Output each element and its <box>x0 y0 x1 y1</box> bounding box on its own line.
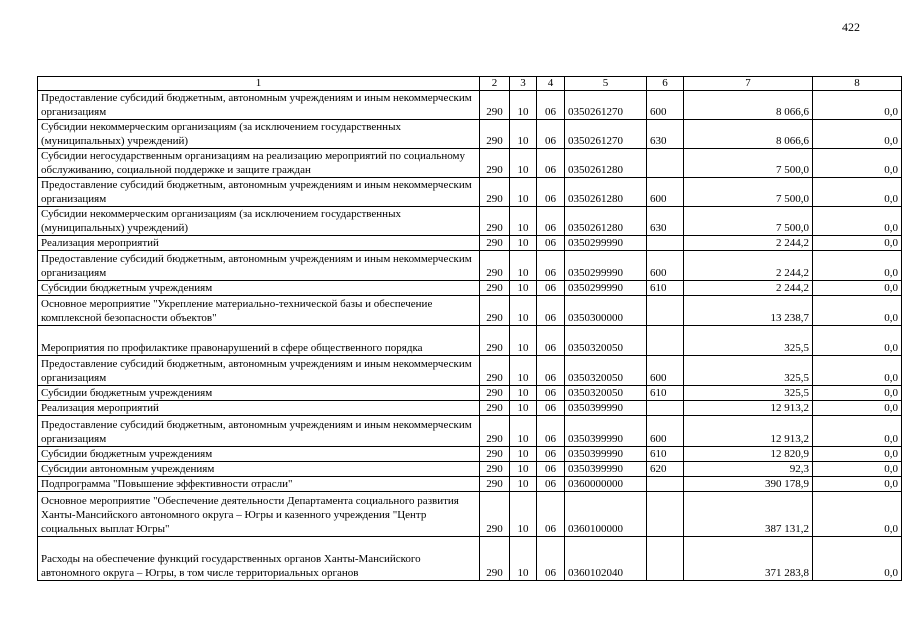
section-code-cell: 10 <box>510 447 537 462</box>
amount-cell: 7 500,0 <box>684 178 813 207</box>
amount-cell: 2 244,2 <box>684 251 813 281</box>
ministry-code-cell: 290 <box>480 251 510 281</box>
section-code-cell: 10 <box>510 149 537 178</box>
amount-2-cell: 0,0 <box>813 401 902 416</box>
amount-cell: 325,5 <box>684 326 813 356</box>
subsection-code-cell: 06 <box>537 120 565 149</box>
amount-2-cell: 0,0 <box>813 492 902 537</box>
table-row <box>38 492 902 537</box>
table-row <box>38 326 902 356</box>
expense-type-cell <box>647 296 684 326</box>
ministry-code-cell: 290 <box>480 386 510 401</box>
amount-cell: 12 913,2 <box>684 401 813 416</box>
subsection-code-cell: 06 <box>537 416 565 447</box>
ministry-code-cell: 290 <box>480 356 510 386</box>
table-row <box>38 149 902 178</box>
table-row <box>38 537 902 581</box>
subsection-code-cell: 06 <box>537 296 565 326</box>
amount-cell: 8 066,6 <box>684 120 813 149</box>
expense-name-cell: Субсидии некоммерческим организациям (за исключением государственных (муниципальных) учреждений) <box>38 207 480 236</box>
expense-name-cell: Субсидии негосударственным организациям на реализацию мероприятий по социальному обслуживанию, социальной поддержке и защите граждан <box>38 149 480 178</box>
expense-name-cell: Реализация мероприятий <box>38 236 480 251</box>
section-code-cell: 10 <box>510 207 537 236</box>
expense-type-cell: 630 <box>647 120 684 149</box>
target-article-cell: 0350300000 <box>565 296 647 326</box>
ministry-code-cell: 290 <box>480 401 510 416</box>
section-code-cell: 10 <box>510 178 537 207</box>
amount-2-cell: 0,0 <box>813 462 902 477</box>
expense-name-cell: Предоставление субсидий бюджетным, автономным учреждениям и иным некоммерческим организациям <box>38 91 480 120</box>
budget-table <box>37 76 902 581</box>
header-cell: 1 <box>38 77 480 91</box>
section-code-cell: 10 <box>510 416 537 447</box>
target-article-cell: 0350261280 <box>565 149 647 178</box>
expense-type-cell <box>647 477 684 492</box>
amount-2-cell: 0,0 <box>813 207 902 236</box>
subsection-code-cell: 06 <box>537 401 565 416</box>
header-cell: 3 <box>510 77 537 91</box>
amount-cell: 325,5 <box>684 356 813 386</box>
expense-type-cell <box>647 149 684 178</box>
table-row <box>38 416 902 447</box>
subsection-code-cell: 06 <box>537 251 565 281</box>
amount-2-cell: 0,0 <box>813 251 902 281</box>
section-code-cell: 10 <box>510 386 537 401</box>
header-cell: 8 <box>813 77 902 91</box>
amount-cell: 12 913,2 <box>684 416 813 447</box>
ministry-code-cell: 290 <box>480 447 510 462</box>
table-row <box>38 178 902 207</box>
expense-name-cell: Мероприятия по профилактике правонарушений в сфере общественного порядка <box>38 326 480 356</box>
section-code-cell: 10 <box>510 296 537 326</box>
subsection-code-cell: 06 <box>537 207 565 236</box>
expense-name-cell: Субсидии бюджетным учреждениям <box>38 447 480 462</box>
page-number: 422 <box>842 20 860 34</box>
ministry-code-cell: 290 <box>480 149 510 178</box>
amount-2-cell: 0,0 <box>813 356 902 386</box>
subsection-code-cell: 06 <box>537 492 565 537</box>
target-article-cell: 0350399990 <box>565 462 647 477</box>
expense-name-cell: Предоставление субсидий бюджетным, автономным учреждениям и иным некоммерческим организациям <box>38 178 480 207</box>
ministry-code-cell: 290 <box>480 416 510 447</box>
expense-type-cell: 600 <box>647 178 684 207</box>
target-article-cell: 0350261270 <box>565 120 647 149</box>
section-code-cell: 10 <box>510 477 537 492</box>
table-row <box>38 386 902 401</box>
ministry-code-cell: 290 <box>480 281 510 296</box>
ministry-code-cell: 290 <box>480 296 510 326</box>
expense-name-cell: Основное мероприятие "Обеспечение деятельности Департамента социального развития Ханты-Мансийского автономного округа – Югры и казенного учреждения "Центр социальных выплат Югры" <box>38 492 480 537</box>
table-row <box>38 462 902 477</box>
target-article-cell: 0350299990 <box>565 251 647 281</box>
table-row <box>38 236 902 251</box>
target-article-cell: 0350261280 <box>565 178 647 207</box>
ministry-code-cell: 290 <box>480 537 510 581</box>
subsection-code-cell: 06 <box>537 386 565 401</box>
subsection-code-cell: 06 <box>537 91 565 120</box>
expense-name-cell: Расходы на обеспечение функций государственных органов Ханты-Мансийского автономного округа – Югры, в том числе территориальных органов <box>38 537 480 581</box>
expense-type-cell: 600 <box>647 416 684 447</box>
amount-2-cell: 0,0 <box>813 236 902 251</box>
table-row <box>38 281 902 296</box>
section-code-cell: 10 <box>510 492 537 537</box>
expense-type-cell: 610 <box>647 281 684 296</box>
ministry-code-cell: 290 <box>480 492 510 537</box>
section-code-cell: 10 <box>510 462 537 477</box>
ministry-code-cell: 290 <box>480 207 510 236</box>
section-code-cell: 10 <box>510 537 537 581</box>
subsection-code-cell: 06 <box>537 281 565 296</box>
subsection-code-cell: 06 <box>537 236 565 251</box>
target-article-cell: 0350299990 <box>565 236 647 251</box>
target-article-cell: 0350261280 <box>565 207 647 236</box>
target-article-cell: 0350399990 <box>565 447 647 462</box>
amount-2-cell: 0,0 <box>813 296 902 326</box>
table-row <box>38 91 902 120</box>
target-article-cell: 0350320050 <box>565 356 647 386</box>
amount-cell: 371 283,8 <box>684 537 813 581</box>
subsection-code-cell: 06 <box>537 462 565 477</box>
amount-2-cell: 0,0 <box>813 416 902 447</box>
amount-cell: 325,5 <box>684 386 813 401</box>
amount-cell: 8 066,6 <box>684 91 813 120</box>
header-cell: 5 <box>565 77 647 91</box>
amount-2-cell: 0,0 <box>813 91 902 120</box>
header-row <box>38 77 902 91</box>
subsection-code-cell: 06 <box>537 178 565 207</box>
expense-type-cell <box>647 326 684 356</box>
amount-2-cell: 0,0 <box>813 178 902 207</box>
subsection-code-cell: 06 <box>537 537 565 581</box>
header-cell: 7 <box>684 77 813 91</box>
amount-cell: 387 131,2 <box>684 492 813 537</box>
ministry-code-cell: 290 <box>480 120 510 149</box>
table-row <box>38 401 902 416</box>
expense-name-cell: Подпрограмма "Повышение эффективности отрасли" <box>38 477 480 492</box>
expense-name-cell: Субсидии автономным учреждениям <box>38 462 480 477</box>
subsection-code-cell: 06 <box>537 149 565 178</box>
ministry-code-cell: 290 <box>480 462 510 477</box>
table-row <box>38 120 902 149</box>
section-code-cell: 10 <box>510 120 537 149</box>
target-article-cell: 0360000000 <box>565 477 647 492</box>
expense-type-cell <box>647 492 684 537</box>
header-cell: 4 <box>537 77 565 91</box>
target-article-cell: 0350320050 <box>565 386 647 401</box>
subsection-code-cell: 06 <box>537 447 565 462</box>
expense-type-cell <box>647 236 684 251</box>
amount-2-cell: 0,0 <box>813 477 902 492</box>
section-code-cell: 10 <box>510 326 537 356</box>
amount-2-cell: 0,0 <box>813 386 902 401</box>
expense-type-cell: 620 <box>647 462 684 477</box>
ministry-code-cell: 290 <box>480 91 510 120</box>
amount-cell: 2 244,2 <box>684 236 813 251</box>
section-code-cell: 10 <box>510 281 537 296</box>
ministry-code-cell: 290 <box>480 236 510 251</box>
amount-2-cell: 0,0 <box>813 281 902 296</box>
subsection-code-cell: 06 <box>537 326 565 356</box>
expense-type-cell: 610 <box>647 447 684 462</box>
expense-type-cell <box>647 401 684 416</box>
table-row <box>38 251 902 281</box>
section-code-cell: 10 <box>510 356 537 386</box>
ministry-code-cell: 290 <box>480 326 510 356</box>
table-row <box>38 477 902 492</box>
expense-name-cell: Субсидии бюджетным учреждениям <box>38 386 480 401</box>
amount-2-cell: 0,0 <box>813 447 902 462</box>
target-article-cell: 0350399990 <box>565 416 647 447</box>
amount-cell: 12 820,9 <box>684 447 813 462</box>
amount-cell: 7 500,0 <box>684 149 813 178</box>
target-article-cell: 0350399990 <box>565 401 647 416</box>
expense-type-cell: 630 <box>647 207 684 236</box>
table-row <box>38 207 902 236</box>
amount-cell: 390 178,9 <box>684 477 813 492</box>
amount-cell: 92,3 <box>684 462 813 477</box>
target-article-cell: 0360100000 <box>565 492 647 537</box>
expense-type-cell: 600 <box>647 91 684 120</box>
subsection-code-cell: 06 <box>537 477 565 492</box>
table-row <box>38 356 902 386</box>
header-cell: 2 <box>480 77 510 91</box>
target-article-cell: 0360102040 <box>565 537 647 581</box>
expense-type-cell <box>647 537 684 581</box>
expense-name-cell: Основное мероприятие "Укрепление материально-технической базы и обеспечение комплексной безопасности объектов" <box>38 296 480 326</box>
target-article-cell: 0350299990 <box>565 281 647 296</box>
table-row <box>38 296 902 326</box>
amount-2-cell: 0,0 <box>813 149 902 178</box>
expense-name-cell: Предоставление субсидий бюджетным, автономным учреждениям и иным некоммерческим организациям <box>38 416 480 447</box>
expense-name-cell: Субсидии некоммерческим организациям (за исключением государственных (муниципальных) учреждений) <box>38 120 480 149</box>
section-code-cell: 10 <box>510 91 537 120</box>
section-code-cell: 10 <box>510 236 537 251</box>
expense-name-cell: Предоставление субсидий бюджетным, автономным учреждениям и иным некоммерческим организациям <box>38 251 480 281</box>
expense-type-cell: 610 <box>647 386 684 401</box>
header-cell: 6 <box>647 77 684 91</box>
table-row <box>38 447 902 462</box>
amount-cell: 7 500,0 <box>684 207 813 236</box>
amount-cell: 2 244,2 <box>684 281 813 296</box>
expense-name-cell: Предоставление субсидий бюджетным, автономным учреждениям и иным некоммерческим организациям <box>38 356 480 386</box>
expense-name-cell: Субсидии бюджетным учреждениям <box>38 281 480 296</box>
expense-name-cell: Реализация мероприятий <box>38 401 480 416</box>
amount-cell: 13 238,7 <box>684 296 813 326</box>
target-article-cell: 0350320050 <box>565 326 647 356</box>
ministry-code-cell: 290 <box>480 477 510 492</box>
ministry-code-cell: 290 <box>480 178 510 207</box>
section-code-cell: 10 <box>510 251 537 281</box>
amount-2-cell: 0,0 <box>813 120 902 149</box>
amount-2-cell: 0,0 <box>813 326 902 356</box>
target-article-cell: 0350261270 <box>565 91 647 120</box>
section-code-cell: 10 <box>510 401 537 416</box>
expense-type-cell: 600 <box>647 251 684 281</box>
amount-2-cell: 0,0 <box>813 537 902 581</box>
expense-type-cell: 600 <box>647 356 684 386</box>
subsection-code-cell: 06 <box>537 356 565 386</box>
